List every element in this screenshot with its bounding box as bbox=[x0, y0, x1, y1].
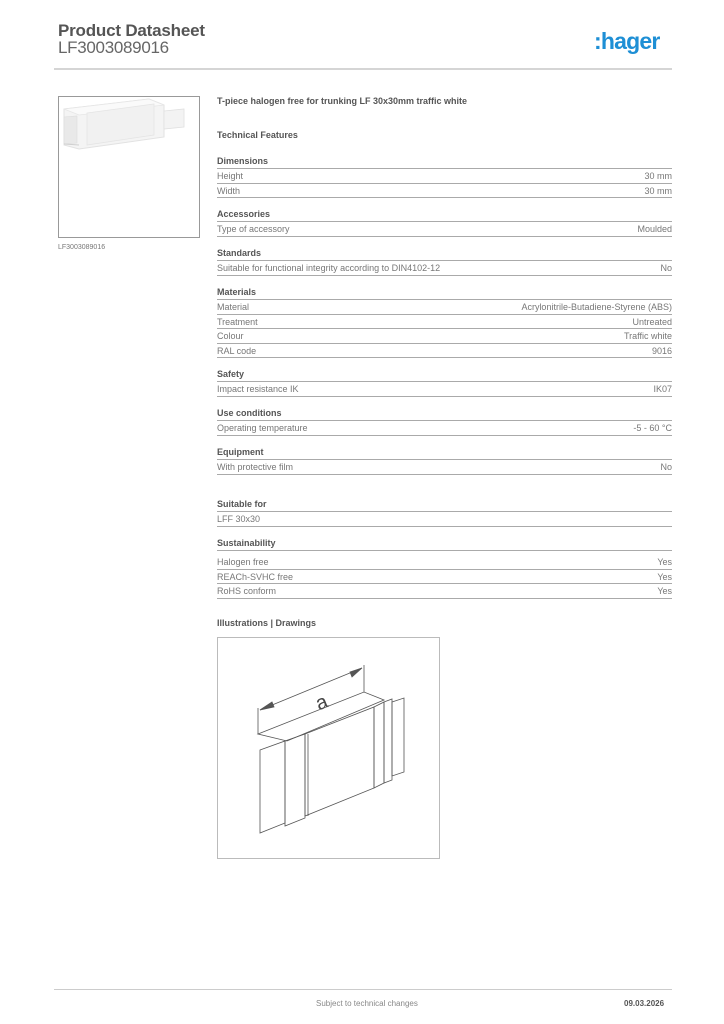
spec-value: Traffic white bbox=[623, 331, 672, 341]
spec-row bbox=[217, 300, 672, 315]
spec-row bbox=[217, 329, 672, 344]
spec-label: LFF 30x30 bbox=[217, 514, 261, 524]
spec-row bbox=[217, 512, 672, 527]
t-piece-photo-icon bbox=[59, 97, 199, 237]
spec-row bbox=[217, 315, 672, 330]
group-label: Materials bbox=[217, 286, 672, 300]
spec-label: RoHS conform bbox=[217, 586, 277, 596]
spec-row bbox=[217, 169, 672, 184]
spec-label: Impact resistance IK bbox=[217, 384, 299, 394]
spec-value: No bbox=[660, 462, 672, 472]
illustrations-title: Illustrations | Drawings bbox=[217, 618, 317, 628]
section-title: Technical Features bbox=[217, 130, 298, 140]
svg-text:a: a bbox=[312, 690, 332, 716]
spec-row bbox=[217, 222, 672, 237]
spec-group-dimensions bbox=[217, 155, 672, 198]
spec-value: Moulded bbox=[637, 224, 672, 234]
document-title: Product Datasheet bbox=[58, 21, 205, 40]
group-label: Dimensions bbox=[217, 155, 672, 169]
spec-group-use-conditions bbox=[217, 407, 672, 436]
spec-group-materials bbox=[217, 286, 672, 358]
spec-row bbox=[217, 555, 672, 570]
spec-value: IK07 bbox=[653, 384, 672, 394]
spec-label: Height bbox=[217, 171, 244, 181]
spec-value: Yes bbox=[657, 586, 672, 596]
spec-label: Width bbox=[217, 185, 241, 196]
image-caption: LF3003089016 bbox=[58, 244, 106, 251]
spec-label: Type of accessory bbox=[217, 224, 290, 234]
spec-label: RAL code bbox=[217, 345, 257, 356]
spec-label: With protective film bbox=[217, 462, 294, 472]
spec-value: -5 - 60 °C bbox=[633, 423, 672, 433]
spec-label: Material bbox=[217, 302, 250, 312]
product-summary bbox=[217, 96, 672, 142]
spec-group-suitable-for bbox=[217, 498, 672, 527]
spec-row bbox=[217, 421, 672, 436]
spec-value: No bbox=[660, 263, 672, 273]
spec-row bbox=[217, 382, 672, 397]
spec-group-safety bbox=[217, 368, 672, 397]
spec-value: 30 mm bbox=[644, 171, 672, 181]
spec-row bbox=[217, 344, 672, 359]
group-label: Accessories bbox=[217, 208, 672, 222]
spec-row bbox=[217, 261, 672, 276]
group-label: Safety bbox=[217, 368, 672, 382]
spec-group-standards bbox=[217, 247, 672, 276]
product-code: LF3003089016 bbox=[58, 38, 169, 57]
header-divider bbox=[54, 68, 672, 70]
spec-row bbox=[217, 570, 672, 585]
group-label: Standards bbox=[217, 247, 672, 261]
spec-label: Operating temperature bbox=[217, 423, 308, 433]
spec-row bbox=[217, 460, 672, 475]
spec-group-equipment bbox=[217, 446, 672, 475]
spec-value: 30 mm bbox=[644, 185, 672, 196]
hager-logo: :hager bbox=[594, 28, 660, 54]
spec-value: Acrylonitrile-Butadiene-Styrene (ABS) bbox=[521, 302, 672, 312]
footer-divider bbox=[54, 989, 672, 990]
t-piece-drawing-icon bbox=[218, 638, 439, 858]
group-label: Suitable for bbox=[217, 498, 672, 512]
footer-note: Subject to technical changes bbox=[316, 999, 418, 1008]
group-label: Sustainability bbox=[217, 537, 672, 551]
spec-group-sustainability bbox=[217, 537, 672, 599]
spec-label: REACh-SVHC free bbox=[217, 571, 294, 582]
spec-label: Halogen free bbox=[217, 557, 269, 567]
spec-row bbox=[217, 184, 672, 199]
spec-row bbox=[217, 584, 672, 599]
product-title: T-piece halogen free for trunking LF 30x30mm traffic white bbox=[217, 96, 468, 106]
spec-label: Suitable for functional integrity according to DIN4102-12 bbox=[217, 263, 441, 273]
footer-date: 09.03.2026 bbox=[624, 999, 665, 1008]
group-label: Use conditions bbox=[217, 407, 672, 421]
technical-drawing bbox=[217, 637, 440, 859]
spec-label: Treatment bbox=[217, 316, 258, 327]
group-label: Equipment bbox=[217, 446, 672, 460]
spec-value: Untreated bbox=[632, 316, 672, 327]
spec-label: Colour bbox=[217, 331, 244, 341]
spec-value: Yes bbox=[657, 557, 672, 567]
product-image bbox=[58, 96, 200, 238]
spec-group-accessories bbox=[217, 208, 672, 237]
spec-value: 9016 bbox=[651, 345, 672, 356]
spec-value: Yes bbox=[657, 571, 672, 582]
